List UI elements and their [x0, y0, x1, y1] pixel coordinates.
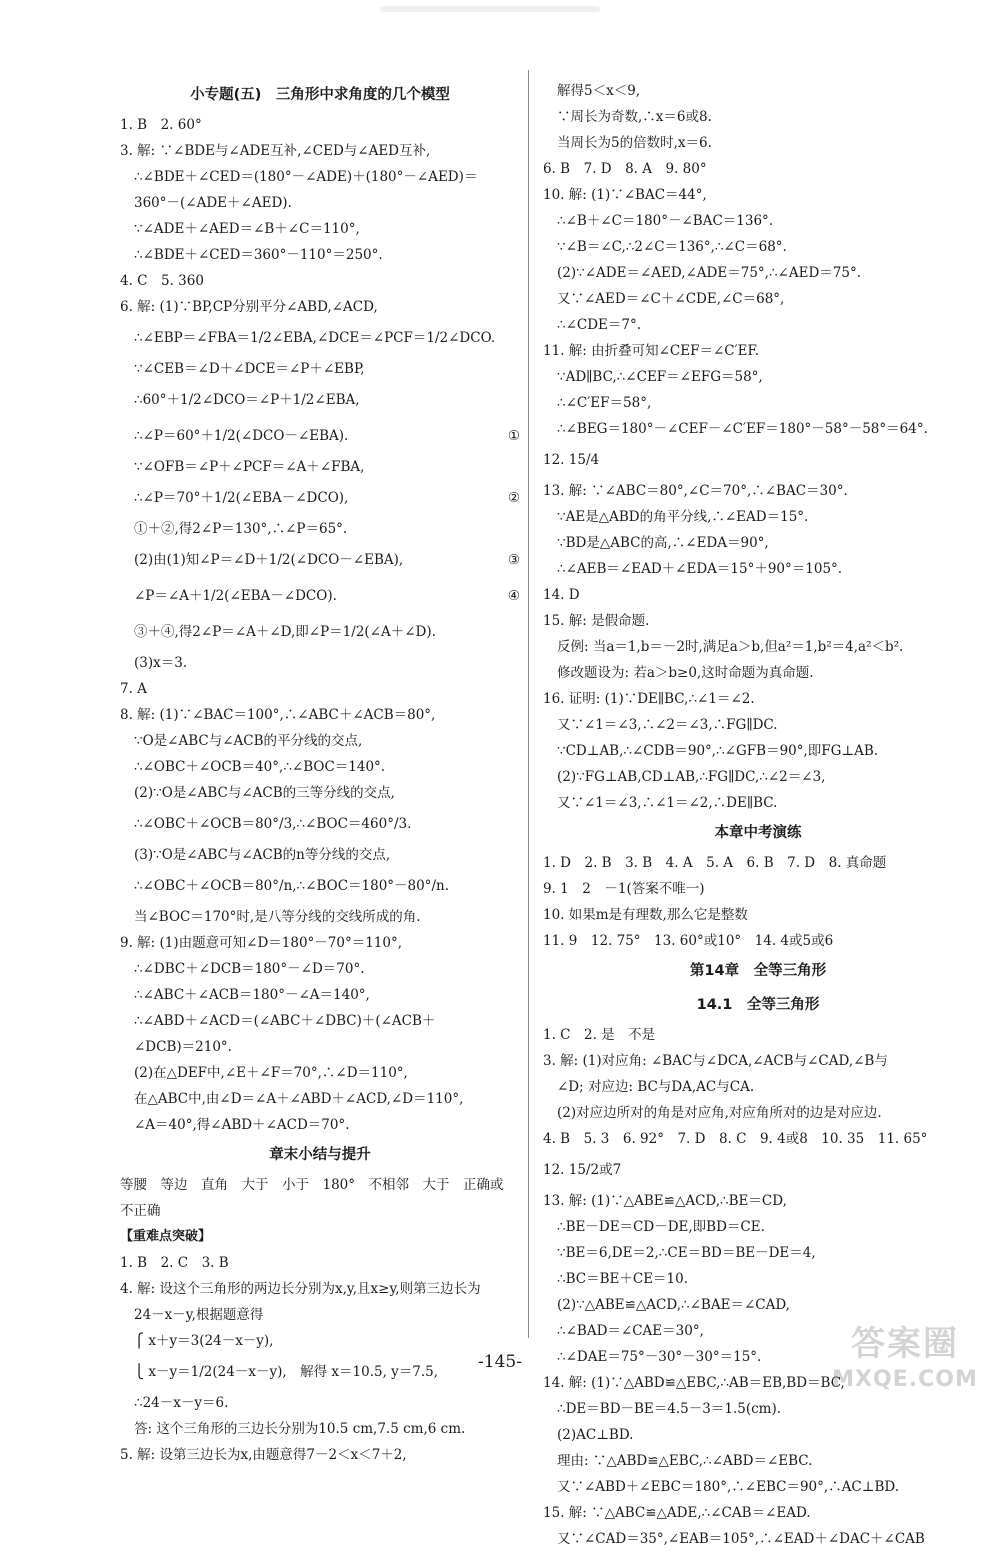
- line-text: ①＋②,得2∠P＝130°,∴∠P＝65°.: [134, 521, 348, 537]
- line-text: 3. 解: ∵∠BDE与∠ADE互补,∠CED与∠AED互补,: [120, 143, 431, 159]
- line-text: 360°－(∠ADE＋∠AED).: [134, 195, 292, 211]
- answer-line: [120, 806, 520, 842]
- page-number: -145-: [478, 1352, 522, 1372]
- answer-line: [543, 130, 973, 156]
- line-text: ⎧ x＋y＝3(24－x－y),: [134, 1333, 274, 1349]
- line-text: (3)∵O是∠ABC与∠ACB的n等分线的交点,: [134, 847, 391, 863]
- answer-line: [120, 294, 520, 320]
- line-text: ∴∠BAD＝∠CAE＝30°,: [557, 1323, 704, 1339]
- line-text: 小专题(五) 三角形中求角度的几个模型: [190, 87, 450, 103]
- answer-line: [543, 104, 973, 130]
- line-text: ∠A＝40°,得∠ABD＋∠ACD＝70°.: [134, 1117, 350, 1133]
- answer-line: [543, 504, 973, 530]
- line-text: ∴∠DAE＝75°－30°－30°＝15°.: [557, 1349, 762, 1365]
- watermark-title: 答案圈: [851, 1324, 959, 1364]
- answer-line: [543, 390, 973, 416]
- answer-line: [543, 876, 973, 902]
- answer-line: [543, 1292, 973, 1318]
- answer-line: [120, 1276, 520, 1302]
- line-text: 11. 9 12. 75° 13. 60°或10° 14. 4或5或6: [543, 933, 834, 949]
- answer-line: [543, 634, 973, 660]
- answer-line: [543, 556, 973, 582]
- line-text: 8. 解: (1)∵∠BAC＝100°,∴∠ABC＋∠ACB＝80°,: [120, 707, 436, 723]
- line-text: ∵CD⊥AB,∴∠CDB＝90°,∴∠GFB＝90°,即FG⊥AB.: [557, 743, 879, 759]
- answer-line: [543, 1126, 973, 1152]
- line-text: ∴BE－DE＝CD－DE,即BD＝CE.: [557, 1219, 765, 1235]
- line-text: ∴∠DBC＋∠DCB＝180°－∠D＝70°.: [134, 961, 365, 977]
- answer-line: [120, 418, 520, 454]
- line-text: ∴∠OBC＋∠OCB＝40°,∴∠BOC＝140°.: [134, 759, 386, 775]
- line-text: ∴BC＝BE＋CE＝10.: [557, 1271, 689, 1287]
- line-text: 15. 解: 是假命题.: [543, 613, 650, 629]
- line-text: 5. 解: 设第三边长为x,由题意得7－2＜x＜7＋2,: [120, 1447, 407, 1463]
- line-text: 13. 解: (1)∵△ABE≌△ACD,∴BE＝CD,: [543, 1193, 787, 1209]
- line-text: ∴∠OBC＋∠OCB＝80°/n,∴∠BOC＝180°－80°/n.: [134, 878, 450, 894]
- line-text: 1. D 2. B 3. B 4. A 5. A 6. B 7. D 8. 真命题: [543, 855, 887, 871]
- answer-line: [543, 1188, 973, 1214]
- section-heading: [543, 954, 973, 988]
- line-text: ∵O是∠ABC与∠ACB的平分线的交点,: [134, 733, 363, 749]
- line-text: 12. 15/2或7: [543, 1162, 622, 1178]
- line-text: ∠D; 对应边: BC与DA,AC与CA.: [557, 1079, 755, 1095]
- line-text: ∴∠CDE＝7°.: [557, 317, 642, 333]
- answer-line: [543, 1152, 973, 1188]
- answer-line: [120, 702, 520, 728]
- answer-line: [120, 650, 520, 676]
- answer-line: [543, 1500, 973, 1526]
- line-text: ∴∠B＋∠C＝180°－∠BAC＝136°.: [557, 213, 774, 229]
- answer-line: [543, 1214, 973, 1240]
- answer-line: [543, 338, 973, 364]
- answer-line: [543, 790, 973, 816]
- answer-line: [120, 956, 520, 982]
- line-text: 12. 15/4: [543, 452, 600, 468]
- answer-line: [543, 530, 973, 556]
- answer-line: [543, 260, 973, 286]
- answer-line: [543, 902, 973, 928]
- line-text: 又∵∠ABD＋∠EBC＝180°,∴∠EBC＝90°,∴AC⊥BD.: [557, 1479, 899, 1495]
- line-text: ∴∠ABD＋∠ACD＝(∠ABC＋∠DBC)＋(∠ACB＋: [134, 1013, 436, 1029]
- line-text: 4. 解: 设这个三角形的两边长分别为x,y,且x≥y,则第三边长为: [120, 1281, 481, 1297]
- line-text: 解得5＜x＜9,: [557, 83, 641, 99]
- answer-line: [543, 582, 973, 608]
- line-text: 9. 解: (1)由题意可知∠D＝180°－70°＝110°,: [120, 935, 403, 951]
- answer-line: [120, 216, 520, 242]
- line-text: 11. 解: 由折叠可知∠CEF＝∠C′EF.: [543, 343, 760, 359]
- answer-line: [120, 138, 520, 164]
- line-text: (2)对应边所对的角是对应角,对应角所对的边是对应边.: [557, 1105, 882, 1121]
- line-text: 当周长为5的倍数时,x＝6.: [557, 135, 712, 151]
- answer-line: [120, 542, 520, 578]
- line-text: ∠P＝∠A＋1/2(∠EBA－∠DCO).: [134, 588, 337, 604]
- line-text: 7. A: [120, 681, 147, 697]
- answer-line: [120, 164, 520, 190]
- answer-line: [543, 478, 973, 504]
- line-text: 答: 这个三角形的三边长分别为10.5 cm,7.5 cm,6 cm.: [134, 1421, 466, 1437]
- answer-line: [543, 1526, 973, 1552]
- answer-line: [120, 382, 520, 418]
- section-heading: [120, 78, 520, 112]
- line-text: 又∵∠1＝∠3,∴∠1＝∠2,∴DE∥BC.: [557, 795, 778, 811]
- answer-line: [120, 614, 520, 650]
- line-text: (2)由(1)知∠P＝∠D＋1/2(∠DCO－∠EBA),: [134, 552, 404, 568]
- line-text: ∴∠BDE＋∠CED＝(180°－∠ADE)＋(180°－∠AED)＝: [134, 169, 478, 185]
- answer-line: [120, 1302, 520, 1328]
- watermark-url: MXQE.COM: [832, 1367, 978, 1392]
- answer-line: [543, 764, 973, 790]
- answer-line: [120, 268, 520, 294]
- answer-line: [120, 728, 520, 754]
- answer-line: [120, 904, 520, 930]
- line-text: ∴60°＋1/2∠DCO＝∠P＋1/2∠EBA,: [134, 392, 360, 408]
- answer-line: [543, 234, 973, 260]
- watermark-logo: [820, 1322, 990, 1402]
- line-text: 当∠BOC＝170°时,是八等分线的交线所成的角.: [134, 909, 421, 925]
- answer-line: [543, 416, 973, 442]
- answer-line: [543, 442, 973, 478]
- line-text: 3. 解: (1)对应角: ∠BAC与∠DCA,∠ACB与∠CAD,∠B与: [543, 1053, 888, 1069]
- answer-line: [543, 928, 973, 954]
- section-heading: [543, 816, 973, 850]
- answer-line: [120, 780, 520, 806]
- equation-marker: ①: [507, 428, 520, 444]
- answer-line: [543, 78, 973, 104]
- equation-marker: ②: [507, 490, 520, 506]
- line-text: 4. C 5. 360: [120, 273, 204, 289]
- answer-line: [120, 1416, 520, 1442]
- answer-line: [543, 850, 973, 876]
- line-text: 10. 解: (1)∵∠BAC＝44°,: [543, 187, 707, 203]
- line-text: 6. B 7. D 8. A 9. 80°: [543, 161, 707, 177]
- line-text: ∵BD是△ABC的高,∴∠EDA＝90°,: [557, 535, 769, 551]
- line-text: ∴∠P＝70°＋1/2(∠EBA－∠DCO),: [134, 490, 349, 506]
- line-text: 章末小结与提升: [269, 1147, 371, 1163]
- answer-line: [543, 1240, 973, 1266]
- answer-line: [120, 1328, 520, 1354]
- line-text: 反例: 当a＝1,b＝－2时,满足a＞b,但a²＝1,b²＝4,a²＜b².: [557, 639, 904, 655]
- answer-line: [543, 660, 973, 686]
- equation-marker: ④: [507, 588, 520, 604]
- line-text: ∵AD∥BC,∴∠CEF＝∠EFG＝58°,: [557, 369, 763, 385]
- answer-line: [120, 982, 520, 1008]
- answer-line: [543, 1448, 973, 1474]
- line-text: ∵AE是△ABD的角平分线,∴∠EAD＝15°.: [557, 509, 809, 525]
- answer-line: [120, 320, 520, 356]
- answer-line: [120, 1250, 520, 1276]
- answer-line: [120, 1172, 520, 1198]
- answer-line: [120, 112, 520, 138]
- line-text: ∴∠OBC＋∠OCB＝80°/3,∴∠BOC＝460°/3.: [134, 816, 412, 832]
- answer-line: [120, 242, 520, 268]
- answer-line: [120, 454, 520, 480]
- answer-line: [543, 1474, 973, 1500]
- answer-line: [543, 182, 973, 208]
- answer-line: [543, 312, 973, 338]
- line-text: ③＋④,得2∠P＝∠A＋∠D,即∠P＝1/2(∠A＋∠D).: [134, 624, 436, 640]
- line-text: ∠DCB)＝210°.: [134, 1039, 232, 1055]
- answer-line: [543, 738, 973, 764]
- line-text: ∴DE＝BD－BE＝4.5－3＝1.5(cm).: [557, 1401, 782, 1417]
- line-text: ∵∠B＝∠C,∴2∠C＝136°,∴∠C＝68°.: [557, 239, 787, 255]
- line-text: ∵∠OFB＝∠P＋∠PCF＝∠A＋∠FBA,: [134, 459, 365, 475]
- line-text: 16. 证明: (1)∵DE∥BC,∴∠1＝∠2.: [543, 691, 755, 707]
- line-text: 13. 解: ∵∠ABC＝80°,∠C＝70°,∴∠BAC＝30°.: [543, 483, 848, 499]
- answer-line: [120, 1442, 520, 1468]
- line-text: ∴∠BEG＝180°－∠CEF－∠C′EF＝180°－58°－58°＝64°.: [557, 421, 928, 437]
- answer-line: [543, 1422, 973, 1448]
- line-text: 4. B 5. 3 6. 92° 7. D 8. C 9. 4或8 10. 35 11. 65°: [543, 1131, 928, 1147]
- answer-line: [120, 1112, 520, 1138]
- line-text: 24－x－y,根据题意得: [134, 1307, 264, 1323]
- line-text: 1. B 2. C 3. B: [120, 1255, 229, 1271]
- line-text: ∴∠AEB＝∠EAD＋∠EDA＝15°＋90°＝105°.: [557, 561, 843, 577]
- section-heading: [120, 1138, 520, 1172]
- line-text: 【重难点突破】: [120, 1229, 212, 1244]
- answer-line: [543, 286, 973, 312]
- column-divider: [528, 70, 529, 1338]
- section-heading: [543, 988, 973, 1022]
- answer-line: [120, 1034, 520, 1060]
- line-text: ∴∠ABC＋∠ACB＝180°－∠A＝140°,: [134, 987, 370, 1003]
- line-text: (2)∵△ABE≌△ACD,∴∠BAE＝∠CAD,: [557, 1297, 790, 1313]
- line-text: (3)x＝3.: [134, 655, 188, 671]
- answer-line: [120, 1390, 520, 1416]
- line-text: 等腰 等边 直角 大于 小于 180° 不相邻 大于 正确或: [120, 1177, 504, 1193]
- line-text: ∴24－x－y＝6.: [134, 1395, 229, 1411]
- answer-line: [120, 190, 520, 216]
- line-text: 1. C 2. 是 不是: [543, 1027, 656, 1043]
- line-text: (2)∵FG⊥AB,CD⊥AB,∴FG∥DC,∴∠2＝∠3,: [557, 769, 826, 785]
- line-text: ∵∠CEB＝∠D＋∠DCE＝∠P＋∠EBP,: [134, 361, 365, 377]
- answer-line: [543, 1100, 973, 1126]
- answer-line: [120, 1224, 520, 1250]
- line-text: 第14章 全等三角形: [689, 963, 827, 979]
- line-text: 在△ABC中,由∠D＝∠A＋∠ABD＋∠ACD,∠D＝110°,: [134, 1091, 464, 1107]
- answer-line: [120, 1086, 520, 1112]
- line-text: 10. 如果m是有理数,那么它是整数: [543, 907, 748, 923]
- line-text: ∴∠C′EF＝58°,: [557, 395, 652, 411]
- line-text: 14.1 全等三角形: [696, 997, 820, 1013]
- line-text: 15. 解: ∵△ABC≌△ADE,∴∠CAB＝∠EAD.: [543, 1505, 811, 1521]
- answer-line: [120, 868, 520, 904]
- answer-line: [120, 1198, 520, 1224]
- answer-line: [120, 754, 520, 780]
- line-text: ∴∠BDE＋∠CED＝360°－110°＝250°.: [134, 247, 383, 263]
- equation-marker: ③: [507, 552, 520, 568]
- answer-line: [543, 608, 973, 634]
- line-text: 6. 解: (1)∵BP,CP分别平分∠ABD,∠ACD,: [120, 299, 378, 315]
- answer-line: [543, 1048, 973, 1074]
- answer-line: [543, 1074, 973, 1100]
- line-text: ∴∠EBP＝∠FBA＝1/2∠EBA,∠DCE＝∠PCF＝1/2∠DCO.: [134, 330, 496, 346]
- line-text: ⎩ x－y＝1/2(24－x－y), 解得 x＝10.5, y＝7.5,: [134, 1364, 439, 1380]
- line-text: 14. D: [543, 587, 580, 603]
- line-text: 14. 解: (1)∵△ABD≌△EBC,∴AB＝EB,BD＝BC,: [543, 1375, 845, 1391]
- line-text: ∵BE＝6,DE＝2,∴CE＝BD＝BE－DE＝4,: [557, 1245, 816, 1261]
- answer-line: [120, 1060, 520, 1086]
- answer-line: [120, 1008, 520, 1034]
- answer-line: [120, 356, 520, 382]
- answer-line: [543, 1266, 973, 1292]
- answer-line: [120, 480, 520, 516]
- line-text: ∵∠ADE＋∠AED＝∠B＋∠C＝110°,: [134, 221, 360, 237]
- line-text: 9. 1 2 －1(答案不唯一): [543, 881, 705, 897]
- line-text: ∴∠P＝60°＋1/2(∠DCO－∠EBA).: [134, 428, 349, 444]
- line-text: (2)在△DEF中,∠E＋∠F＝70°,∴∠D＝110°,: [134, 1065, 408, 1081]
- line-text: 不正确: [120, 1203, 161, 1219]
- line-text: (2)∵∠ADE＝∠AED,∠ADE＝75°,∴∠AED＝75°.: [557, 265, 862, 281]
- line-text: 又∵∠1＝∠3,∴∠2＝∠3,∴FG∥DC.: [557, 717, 778, 733]
- answer-line: [543, 208, 973, 234]
- answer-line: [120, 516, 520, 542]
- answer-line: [543, 712, 973, 738]
- answer-line: [543, 156, 973, 182]
- line-text: 修改题设为: 若a＞b≥0,这时命题为真命题.: [557, 665, 814, 681]
- answer-line: [543, 364, 973, 390]
- line-text: (2)∵O是∠ABC与∠ACB的三等分线的交点,: [134, 785, 395, 801]
- answer-line: [120, 578, 520, 614]
- line-text: (2)AC⊥BD.: [557, 1427, 634, 1443]
- line-text: 又∵∠CAD＝35°,∠EAB＝105°,∴∠EAD＋∠DAC＋∠CAB: [557, 1531, 925, 1547]
- answer-line: [120, 842, 520, 868]
- line-text: 本章中考演练: [714, 825, 802, 841]
- line-text: 1. B 2. 60°: [120, 117, 202, 133]
- line-text: 理由: ∵△ABD≌△EBC,∴∠ABD＝∠EBC.: [557, 1453, 813, 1469]
- answer-line: [543, 686, 973, 712]
- left-column: [120, 78, 520, 1468]
- line-text: ∵周长为奇数,∴x＝6或8.: [557, 109, 712, 125]
- answer-line: [120, 930, 520, 956]
- answer-line: [543, 1022, 973, 1048]
- scan-artifact: [380, 6, 600, 12]
- line-text: 又∵∠AED＝∠C＋∠CDE,∠C＝68°,: [557, 291, 785, 307]
- answer-line: [120, 676, 520, 702]
